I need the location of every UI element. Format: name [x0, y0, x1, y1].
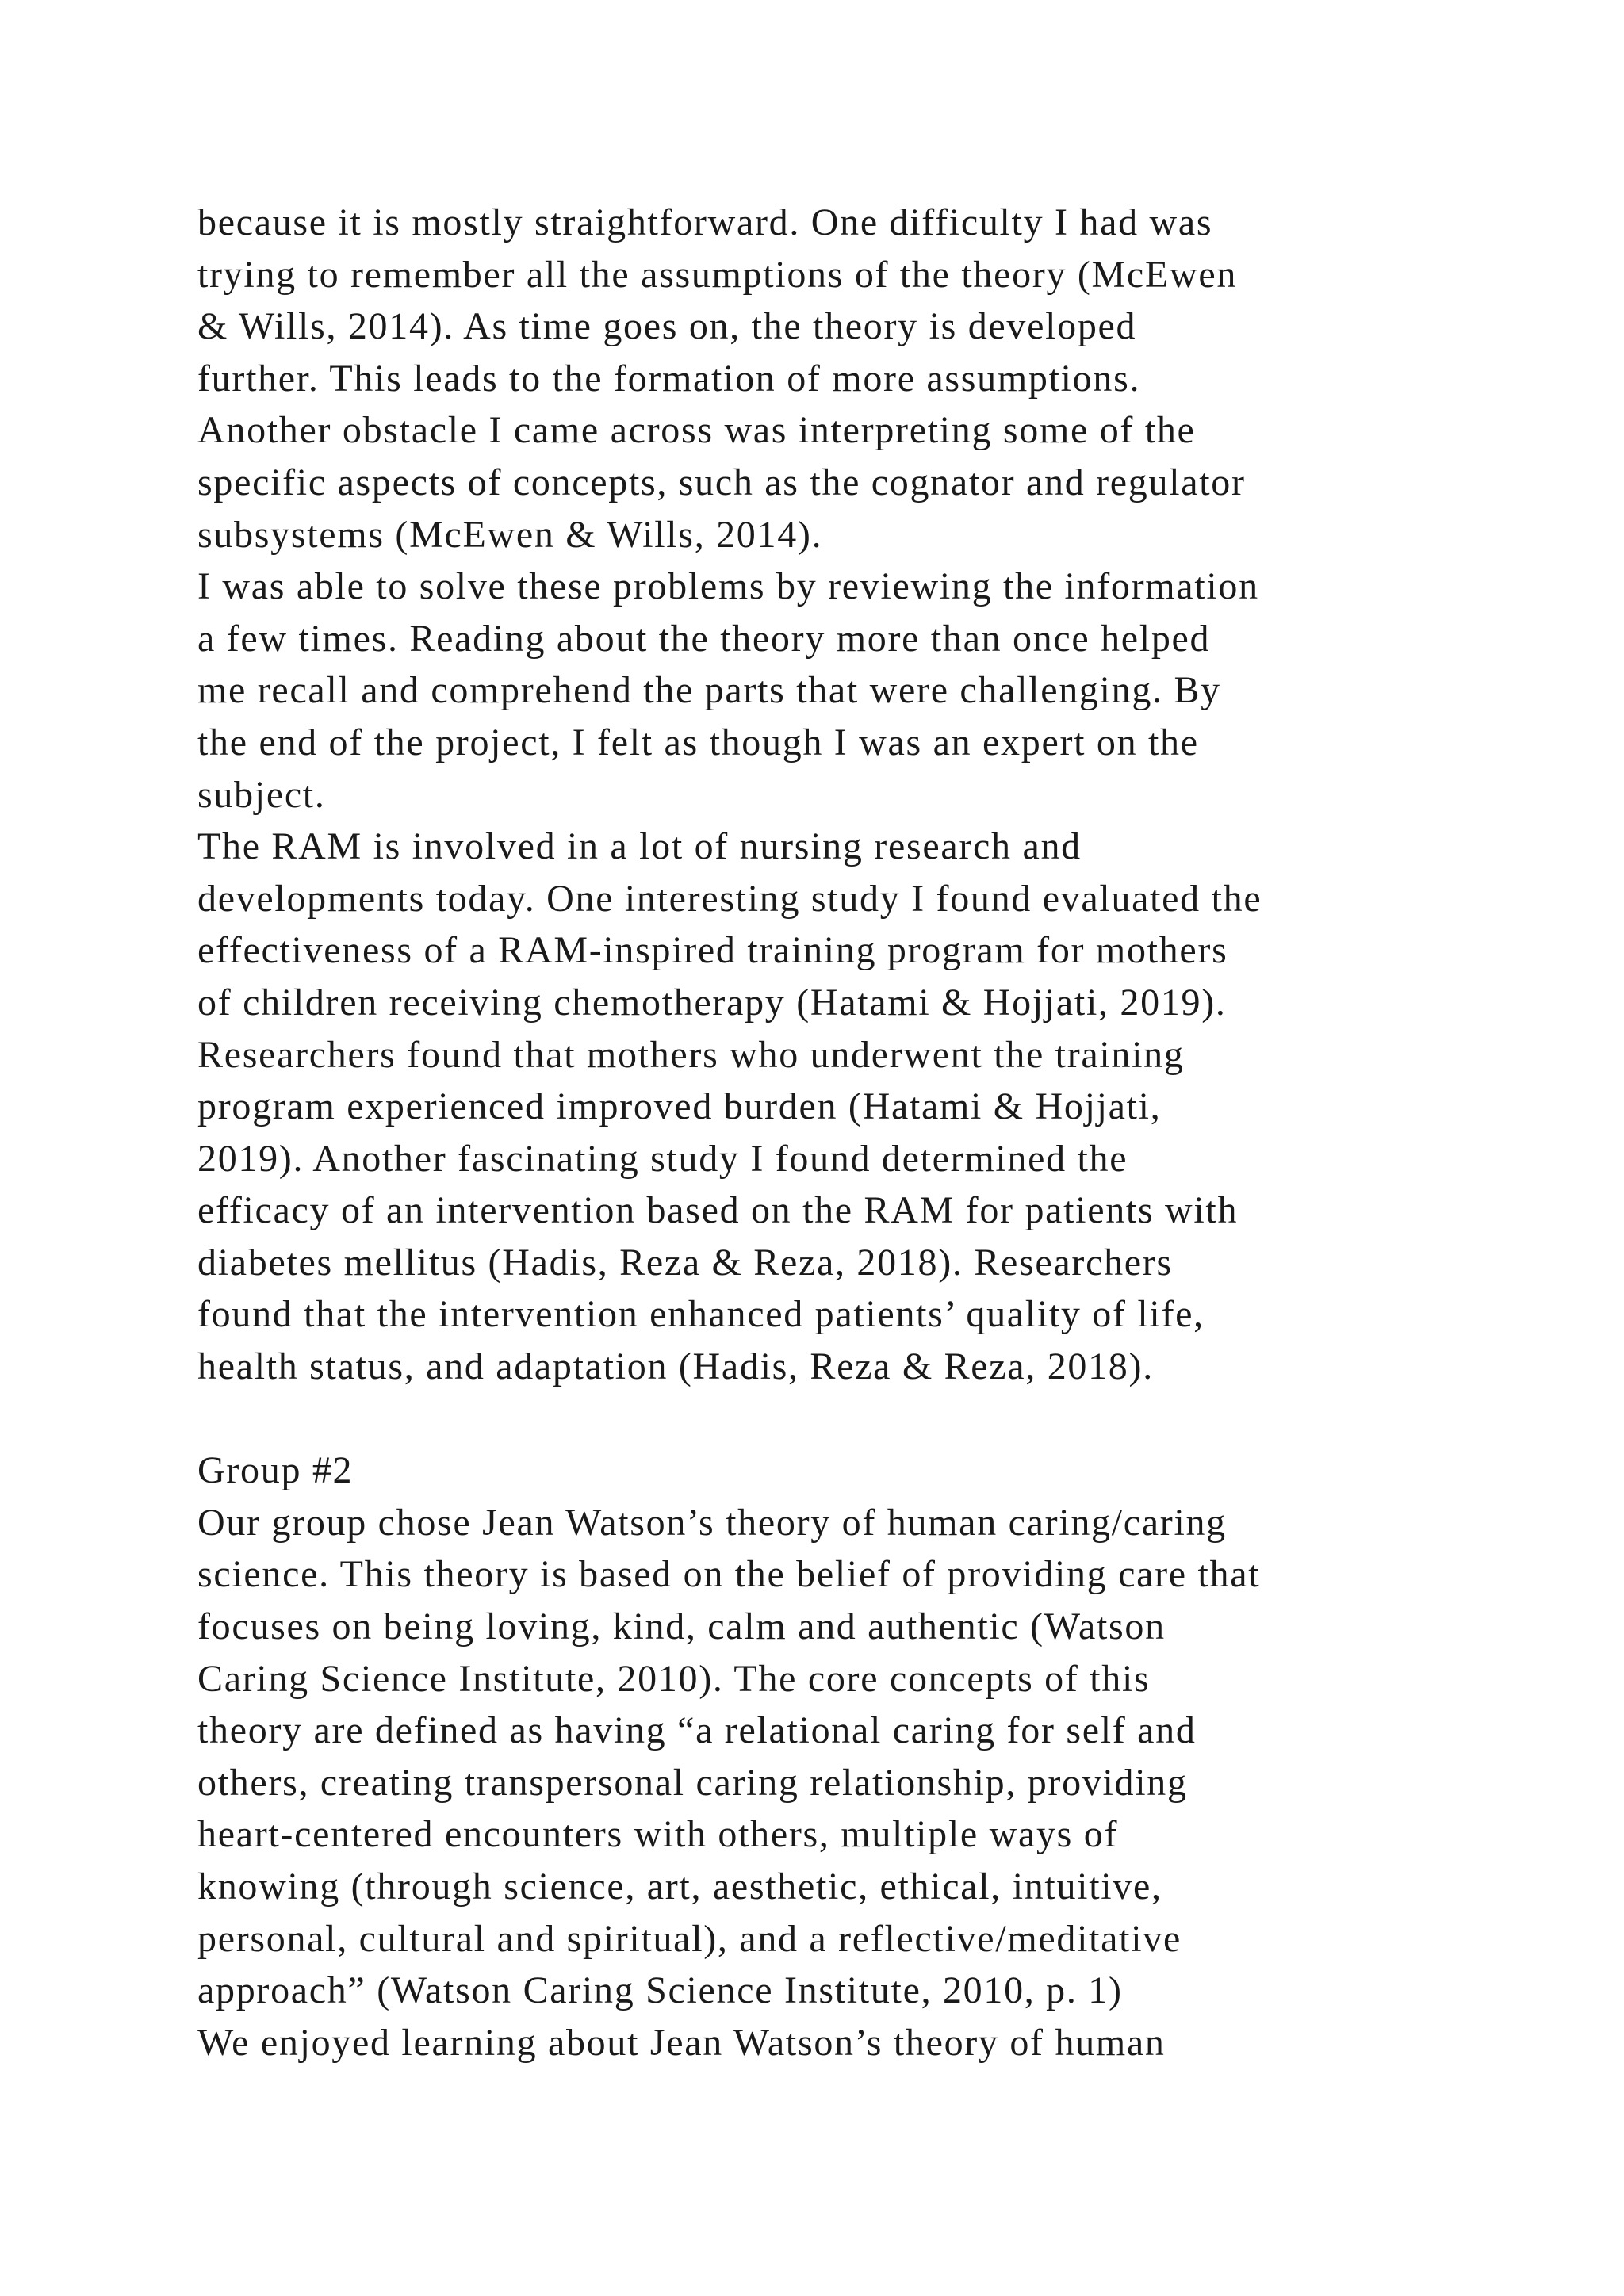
text-line: diabetes mellitus (Hadis, Reza & Reza, 2018). Researchers	[197, 1241, 1173, 1284]
text-line: of children receiving chemotherapy (Hatami & Hojjati, 2019).	[197, 981, 1227, 1024]
blank-line	[197, 1393, 1514, 1445]
text-line: heart-centered encounters with others, multiple ways of	[197, 1813, 1119, 1856]
text-line: focuses on being loving, kind, calm and authentic (Watson	[197, 1605, 1166, 1648]
text-line: I was able to solve these problems by reviewing the information	[197, 565, 1259, 608]
text-line: efficacy of an intervention based on the RAM for patients with	[197, 1189, 1239, 1232]
text-line: health status, and adaptation (Hadis, Reza & Reza, 2018).	[197, 1345, 1154, 1388]
text-line: subject.	[197, 773, 326, 816]
text-line: Caring Science Institute, 2010). The core concepts of this	[197, 1657, 1151, 1700]
text-line: Another obstacle I came across was interpreting some of the	[197, 409, 1196, 452]
text-line: me recall and comprehend the parts that were challenging. By	[197, 669, 1221, 712]
text-line: others, creating transpersonal caring relationship, providing	[197, 1761, 1188, 1804]
text-line: program experienced improved burden (Hatami & Hojjati,	[197, 1085, 1162, 1128]
text-line: theory are defined as having “a relational caring for self and	[197, 1709, 1197, 1752]
text-line: a few times. Reading about the theory more than once helped	[197, 617, 1211, 660]
text-line: effectiveness of a RAM-inspired training program for mothers	[197, 929, 1228, 972]
text-line: knowing (through science, art, aesthetic, ethical, intuitive,	[197, 1866, 1162, 1908]
text-line: Our group chose Jean Watson’s theory of human caring/caring	[197, 1501, 1227, 1544]
text-line: further. This leads to the formation of more assumptions.	[197, 357, 1141, 400]
text-line: trying to remember all the assumptions of the theory (McEwen	[197, 253, 1238, 296]
text-line: specific aspects of concepts, such as the cognator and regulator	[197, 461, 1246, 503]
text-line: We enjoyed learning about Jean Watson’s theory of human	[197, 2021, 1166, 2064]
text-line: approach” (Watson Caring Science Institute, 2010, p. 1)	[197, 1969, 1123, 2012]
text-line: The RAM is involved in a lot of nursing research and	[197, 825, 1082, 868]
text-line: Researchers found that mothers who underwent the training	[197, 1033, 1185, 1076]
text-line: 2019). Another fascinating study I found determined the	[197, 1137, 1128, 1180]
text-line: subsystems (McEwen & Wills, 2014).	[197, 513, 823, 556]
section-heading: Group #2	[197, 1449, 354, 1492]
text-line: & Wills, 2014). As time goes on, the theory is developed	[197, 305, 1137, 348]
text-line: science. This theory is based on the belief of providing care that	[197, 1553, 1261, 1596]
text-line: developments today. One interesting study I found evaluated the	[197, 877, 1262, 920]
text-line: the end of the project, I felt as though I was an expert on the	[197, 721, 1199, 763]
text-line: personal, cultural and spiritual), and a reflective/meditative	[197, 1917, 1182, 1960]
document-body	[197, 197, 1514, 2068]
text-line: found that the intervention enhanced patients’ quality of life,	[197, 1293, 1205, 1336]
text-line: because it is mostly straightforward. One difficulty I had was	[197, 201, 1213, 243]
